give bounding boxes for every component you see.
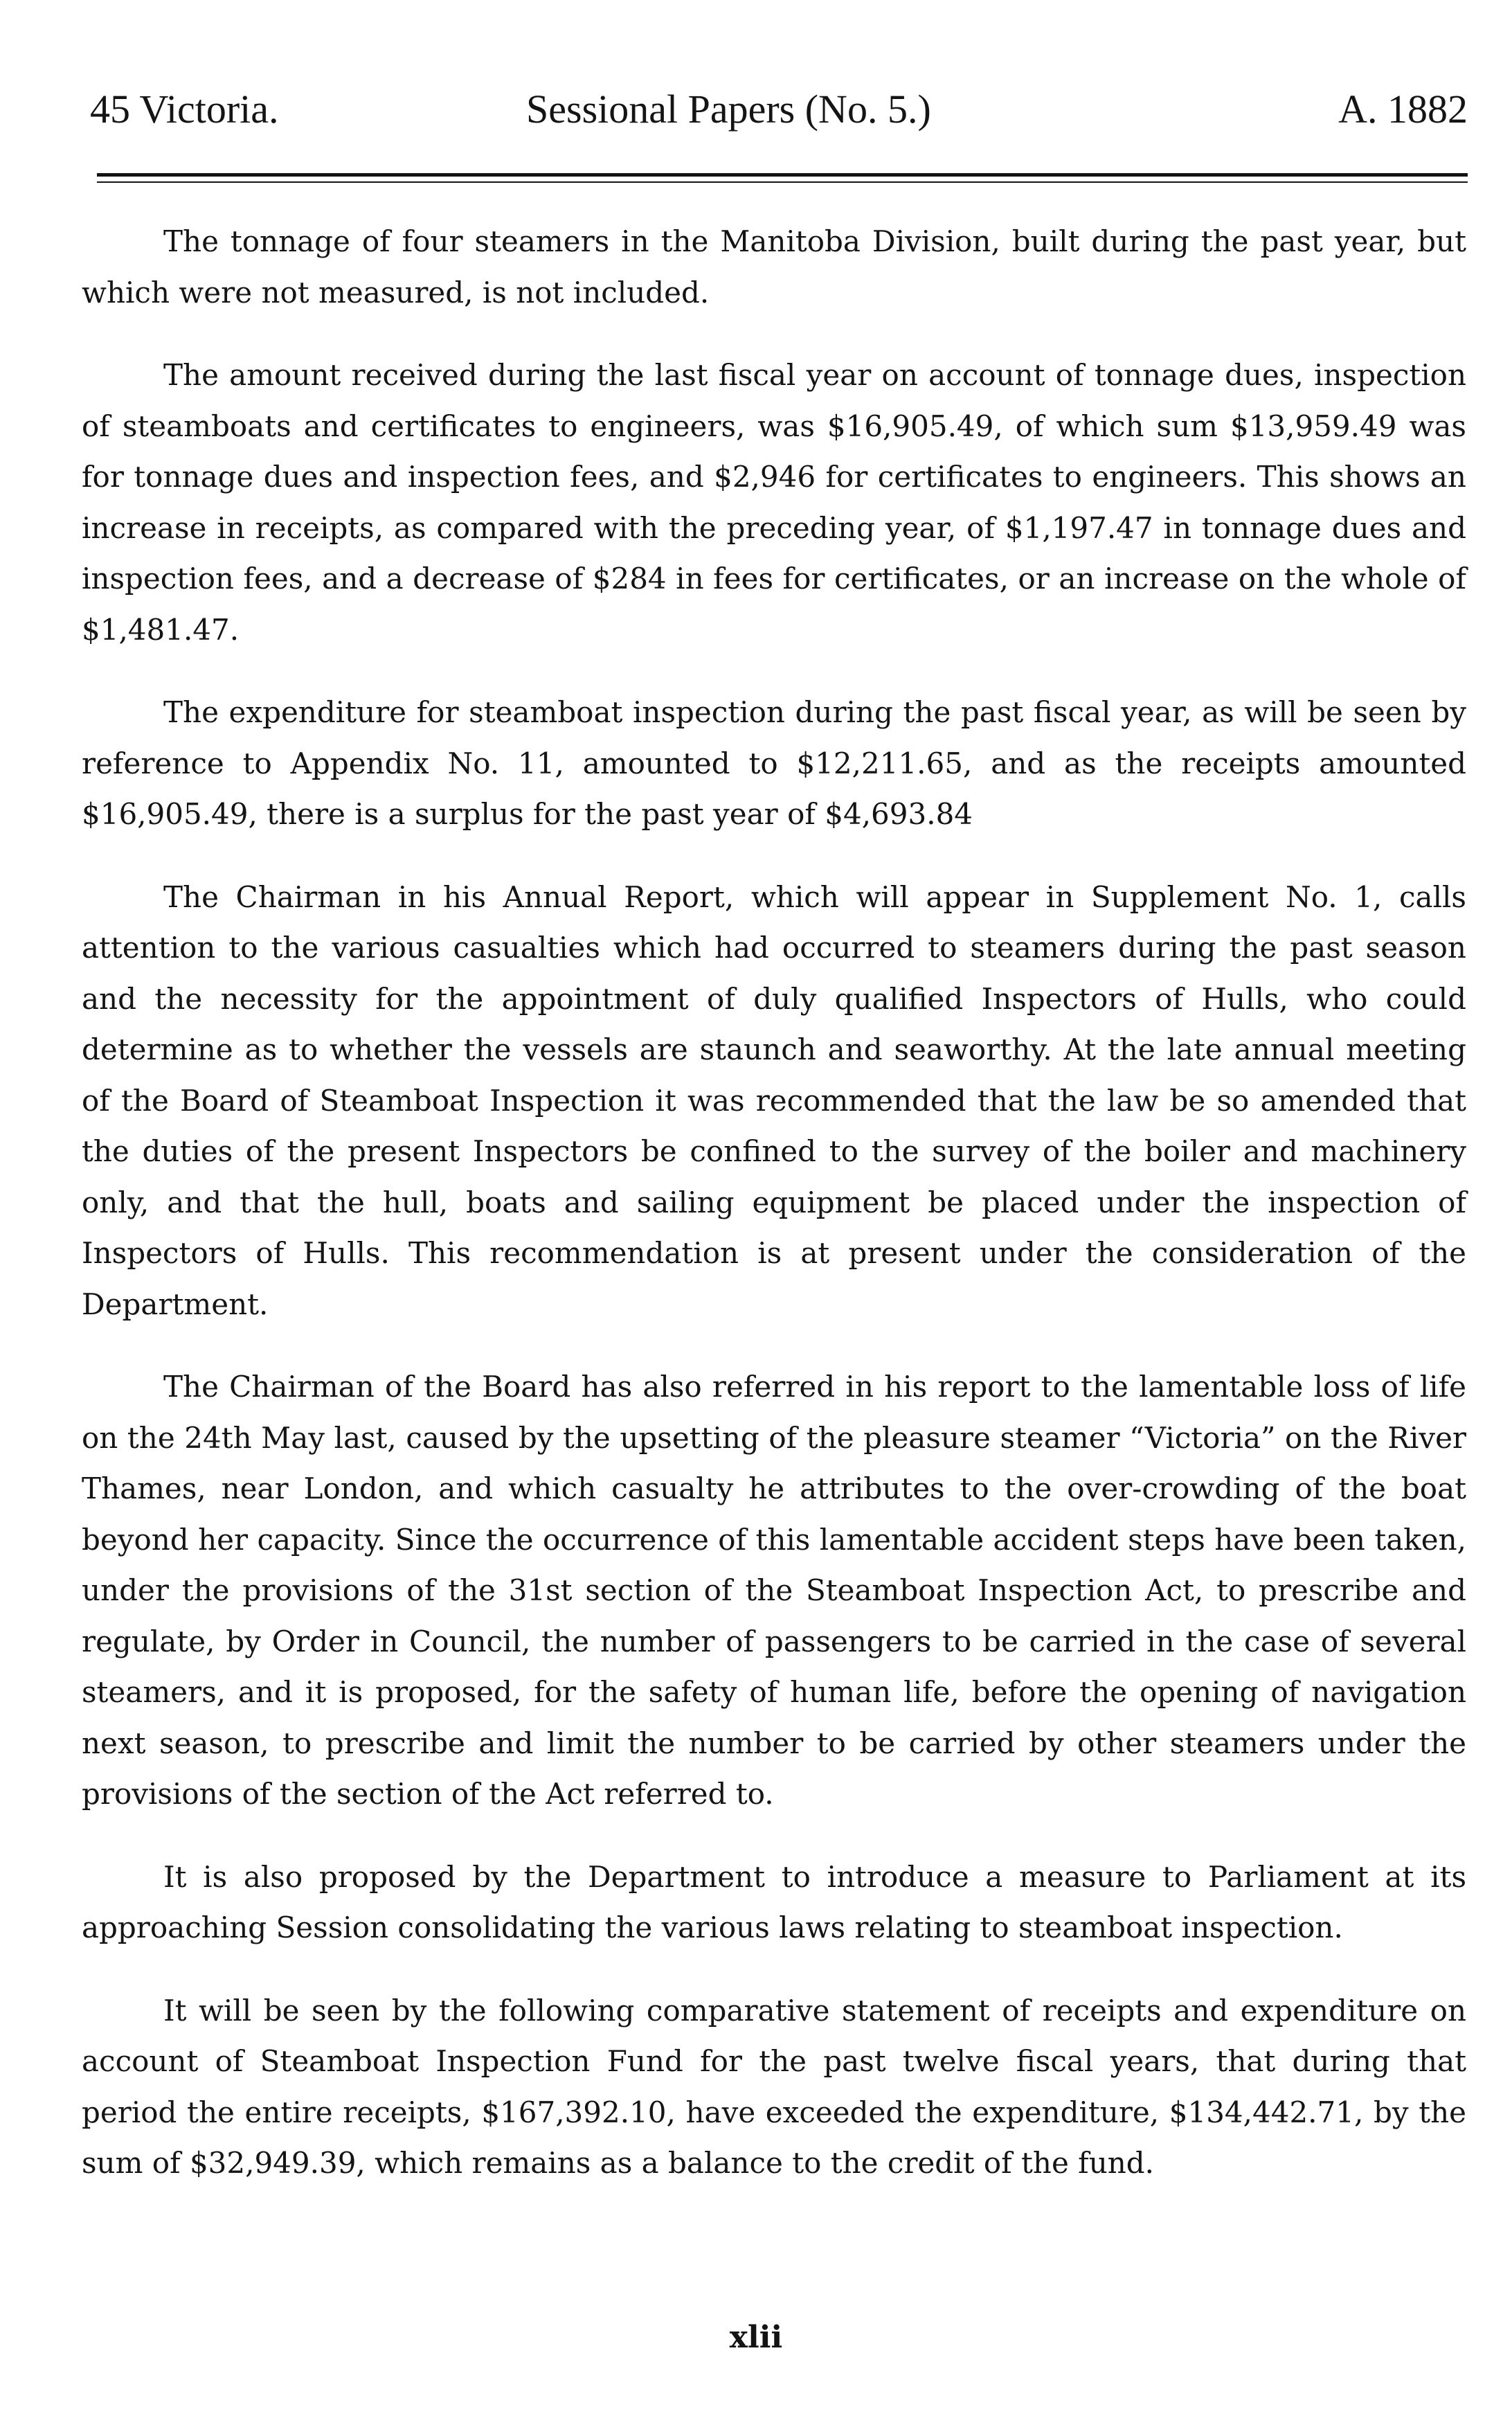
paragraph-expenditure: The expenditure for steamboat inspection during the past fiscal year, as will be seen by reference to Appendix No. 11, amounted to $12,211.65, and as the receipts amounted $16,905.49, there is a surplus for the past year of $4,693.84 xyxy=(82,695,1466,831)
running-header xyxy=(76,82,1468,137)
header-year: A. 1882 xyxy=(1338,87,1468,132)
paragraph-unmeasured-tonnage: The tonnage of four steamers in the Manitoba Division, built during the past year, but which were not measured, is not included. xyxy=(82,224,1466,310)
paragraph-parliament-measure: It is also proposed by the Department to introduce a measure to Parliament at its approaching Session consolidating the various laws relating to steamboat inspection. xyxy=(82,1859,1466,1944)
header-session: 45 Victoria. xyxy=(90,87,279,132)
paragraph-chairman-report: The Chairman in his Annual Report, which will appear in Supplement No. 1, calls attention to the various casualties which had occurred to steamers during the past season and the necessity for the appointment of duly qualified Inspectors of Hulls, who could determine as to whether the vessels are staunch and seaworthy. At the late annual meeting of the Board of Steamboat Inspection it was recommended that the law be so amended that the duties of the present Inspectors be confined to the survey of the boiler and machinery only, and that the hull, boats and sailing equipment be placed under the inspection of Inspectors of Hulls. This recommendation is at present under the consideration of the Department. xyxy=(82,879,1466,1321)
body-text xyxy=(82,216,1466,2221)
page-number: xlii xyxy=(729,2320,783,2355)
paragraph-receipts: The amount received during the last fiscal year on account of tonnage dues, inspection of steamboats and certificates to engineers, was $16,905.49, of which sum $13,959.49 was for tonnage dues and inspection fees, and $2,946 for certificates to engineers. This shows an increase in receipts, as compared with the preceding year, of $1,197.47 in tonnage dues and inspection fees, and a decrease of $284 in fees for certificates, or an increase on the whole of $1,481.47. xyxy=(82,358,1466,647)
paragraph-comparative-statement: It will be seen by the following comparative statement of receipts and expenditure on account of Steamboat Inspection Fund for the past twelve fiscal years, that during that period the entire receipts, $167,392.10, have exceeded the expenditure, $134,442.71, by the sum of $32,949.39, which remains as a balance to the credit of the fund. xyxy=(82,1993,1466,2180)
paragraph-victoria-casualty: The Chairman of the Board has also referred in his report to the lamentable loss of life on the 24th May last, caused by the upsetting of the pleasure steamer “Victoria” on the River Thames, near London, and which casualty he attributes to the over-crowding of the boat beyond her capacity. Since the occurrence of this lamentable accident steps have been taken, under the provisions of the 31st section of the Steamboat Inspection Act, to prescribe and regulate, by Order in Council, the number of passengers to be carried in the case of several steamers, and it is proposed, for the safety of human life, before the opening of navigation next season, to prescribe and limit the number to be carried by other steamers under the provisions of the section of the Act referred to. xyxy=(82,1370,1466,1811)
header-rule-thin xyxy=(97,181,1468,183)
header-title: Sessional Papers (No. 5.) xyxy=(526,87,931,132)
header-rule-thick xyxy=(97,173,1468,177)
